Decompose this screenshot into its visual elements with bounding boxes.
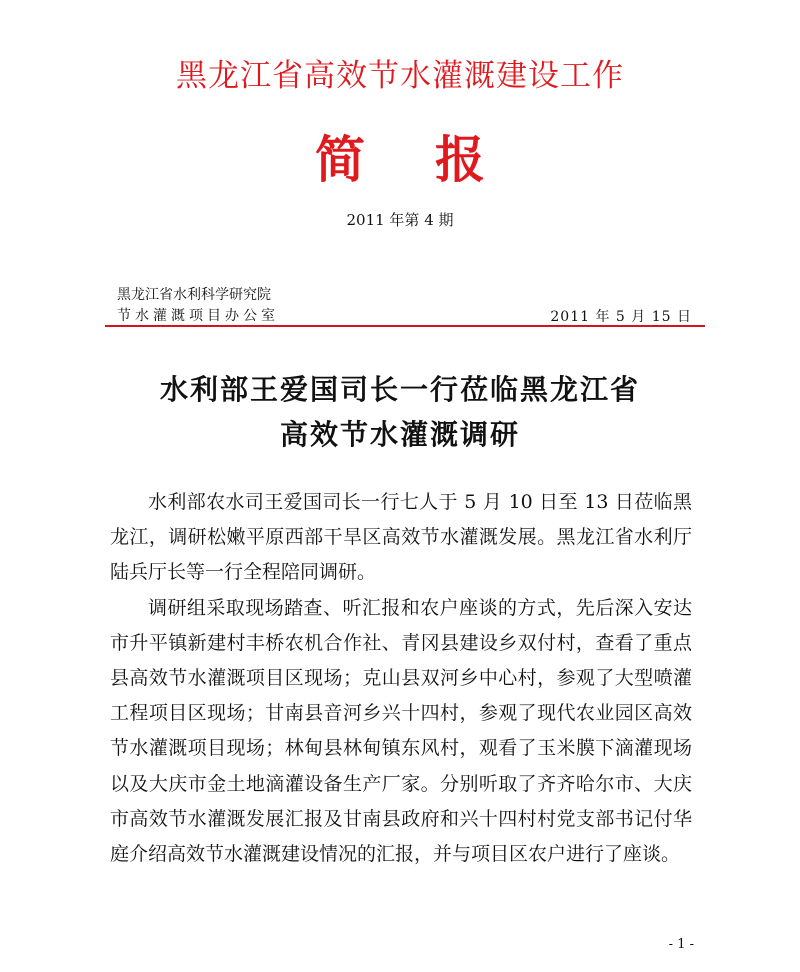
paragraph: 调研组采取现场踏查、听汇报和农户座谈的方式，先后深入安达市升平镇新建村丰桥农机合作社、青冈县建设乡双付村，查看了重点县高效节水灌溉项目区现场；克山县双河乡中心村，参观了大型喷灌工程项目区现场；甘南县音河乡兴十四村，参观了现代农业园区高效节水灌溉项目现场；林甸县林甸镇东风村，观看了玉米膜下滴灌现场以及大庆市金土地滴灌设备生产厂家。分别听取了齐齐哈尔市、大庆市高效节水灌溉发展汇报及甘南县政府和兴十四村村党支部书记付华庭介绍高效节水灌溉建设情况的汇报，并与项目区农户进行了座谈。 bbox=[110, 596, 692, 866]
headline-line-2: 高效节水灌溉调研 bbox=[279, 418, 520, 451]
masthead-title: 黑龙江省高效节水灌溉建设工作 bbox=[176, 58, 624, 94]
body-text bbox=[110, 485, 692, 872]
issue-number: 2011 年第 4 期 bbox=[346, 211, 454, 229]
red-divider-rule bbox=[105, 325, 705, 327]
headline bbox=[0, 367, 800, 457]
headline-line-1: 水利部王爱国司长一行莅临黑龙江省 bbox=[159, 373, 640, 406]
masthead-brief: 简报 bbox=[315, 131, 555, 189]
issue-date: 2011 年 5 月 15 日 bbox=[550, 309, 692, 325]
paragraph: 水利部农水司王爱国司长一行七人于 5 月 10 日至 13 日莅临黑龙江，调研松嫩平原西部干旱区高效节水灌溉发展。黑龙江省水利厅陆兵厅长等一行全程陪同调研。 bbox=[110, 491, 692, 584]
page-number: - 1 - bbox=[668, 937, 694, 952]
issuer-line-2: 节水灌溉项目办公室 bbox=[117, 308, 279, 324]
issuer-block bbox=[117, 285, 279, 327]
issuer-line-1: 黑龙江省水利科学研究院 bbox=[117, 287, 271, 303]
